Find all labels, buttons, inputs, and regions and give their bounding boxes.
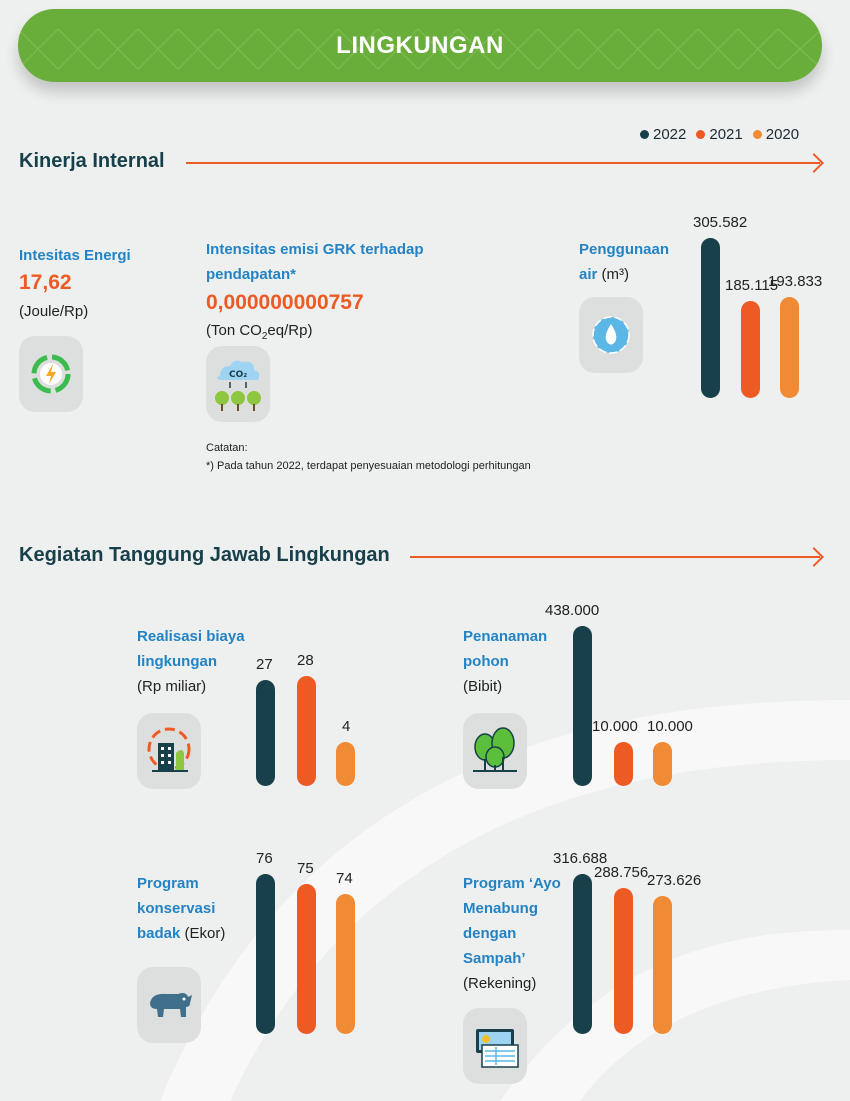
bar-biaya-2022 (256, 680, 275, 786)
biaya-label-line2: lingkungan (137, 653, 217, 670)
water-label-line2: air (579, 266, 598, 283)
water-icon-box (579, 297, 643, 373)
water-drop-icon (588, 312, 634, 358)
ghg-unit (206, 322, 312, 342)
legend-dot-2020 (753, 130, 762, 139)
bar-water-2022 (701, 238, 720, 398)
badak-label-line2: konservasi (137, 900, 216, 917)
badak-label-line1: Program (137, 875, 199, 892)
pohon-icon-box (463, 713, 527, 789)
value-label-biaya-2020: 4 (342, 718, 351, 735)
bar-sampah-2021 (614, 888, 633, 1034)
ghg-unit-sub: 2 (261, 331, 268, 342)
co2-trees-icon (210, 354, 266, 414)
value-label-badak-2022: 76 (256, 850, 273, 867)
bar-water-2020 (780, 297, 799, 398)
sampah-label (463, 871, 561, 996)
value-label-pohon-2020: 10.000 (647, 718, 693, 735)
value-label-sampah-2020: 273.626 (647, 871, 702, 889)
rhino-icon (144, 985, 194, 1025)
value-label-badak-2021: 75 (297, 860, 314, 877)
legend-label-2021: 2021 (709, 126, 743, 143)
section-title-csr: Kegiatan Tanggung Jawab Lingkungan (19, 544, 390, 566)
value-label-badak-2020: 74 (336, 870, 353, 887)
water-label-line1: Penggunaan (579, 241, 670, 258)
ghg-value: 0,000000000757 (206, 291, 364, 314)
legend-label-2020: 2020 (765, 126, 800, 143)
value-label-sampah-2021: 288.756 (594, 864, 649, 882)
legend-item-2020 (753, 126, 799, 143)
page-header-banner (18, 9, 822, 82)
water-label (579, 237, 669, 287)
ghg-unit-suffix: eq/Rp) (267, 322, 313, 339)
chart-legend (640, 126, 799, 143)
sampah-label-line1: Program ‘Ayo (463, 875, 561, 892)
note-text: *) Pada tahun 2022, terdapat penyesuaian metodologi perhitungan (206, 460, 531, 472)
note-title: Catatan: (206, 442, 248, 454)
energy-icon-box (19, 336, 83, 412)
badak-unit: (Ekor) (184, 925, 226, 942)
pohon-label (463, 624, 547, 699)
legend-dot-2022 (640, 130, 649, 139)
section-divider-internal (186, 162, 820, 164)
bar-water-2021 (741, 301, 760, 398)
bar-badak-2021 (297, 884, 316, 1034)
legend-item-2022 (640, 126, 686, 143)
energy-unit: (Joule/Rp) (19, 303, 89, 320)
value-label-sampah-2022: 316.688 (553, 850, 608, 867)
co2-icon-text: CO₂ (229, 370, 248, 380)
ghg-icon-box (206, 346, 270, 422)
ghg-unit-prefix: (Ton CO (206, 322, 262, 339)
badak-label (137, 871, 225, 946)
bar-badak-2022 (256, 874, 275, 1034)
bar-pohon-2022 (573, 626, 592, 786)
pohon-unit: (Bibit) (463, 678, 503, 695)
value-label-biaya-2022: 27 (256, 655, 273, 673)
value-label-pohon-2022: 438.000 (545, 602, 600, 619)
sampah-label-line2: Menabung (463, 900, 538, 917)
energy-value: 17,62 (19, 271, 72, 294)
bar-sampah-2020 (653, 896, 672, 1034)
sampah-label-line3: dengan (463, 925, 517, 942)
section-title-internal: Kinerja Internal (19, 150, 165, 172)
value-label-pohon-2021: 10.000 (592, 718, 638, 735)
value-label-water-2021: 185.115 (725, 277, 779, 295)
badak-label-line3: badak (137, 925, 181, 942)
bar-sampah-2022 (573, 874, 592, 1034)
ghg-label-line1: Intensitas emisi GRK terhadap (206, 241, 424, 258)
biaya-icon-box (137, 713, 201, 789)
energy-cycle-icon (28, 351, 74, 397)
bar-biaya-2020 (336, 742, 355, 786)
bar-pohon-2020 (653, 742, 672, 786)
bar-badak-2020 (336, 894, 355, 1034)
value-label-water-2022: 305.582 (693, 214, 748, 231)
legend-label-2022: 2022 (653, 126, 687, 143)
biaya-label-line1: Realisasi biaya (137, 628, 245, 645)
biaya-unit: (Rp miliar) (137, 678, 207, 695)
value-label-biaya-2021: 28 (297, 652, 314, 669)
bar-biaya-2021 (297, 676, 316, 786)
legend-dot-2021 (696, 130, 705, 139)
section-divider-csr (410, 556, 820, 558)
savings-book-icon (470, 1021, 520, 1071)
pohon-label-line1: Penanaman (463, 628, 548, 645)
ghg-label (206, 237, 424, 287)
energy-label: Intesitas Energi (19, 247, 131, 264)
legend-item-2021 (696, 126, 742, 143)
bar-pohon-2021 (614, 742, 633, 786)
pohon-label-line2: pohon (463, 653, 509, 670)
water-unit: (m³) (601, 266, 630, 283)
forest-icon (469, 723, 521, 779)
ghg-label-line2: pendapatan* (206, 266, 297, 283)
building-icon (144, 723, 194, 779)
value-label-water-2020: 193.833 (768, 272, 823, 290)
sampah-label-line4: Sampah’ (463, 950, 526, 967)
sampah-unit: (Rekening) (463, 975, 537, 992)
biaya-label (137, 624, 245, 699)
page-title: LINGKUNGAN (336, 31, 504, 59)
badak-icon-box (137, 967, 201, 1043)
sampah-icon-box (463, 1008, 527, 1084)
